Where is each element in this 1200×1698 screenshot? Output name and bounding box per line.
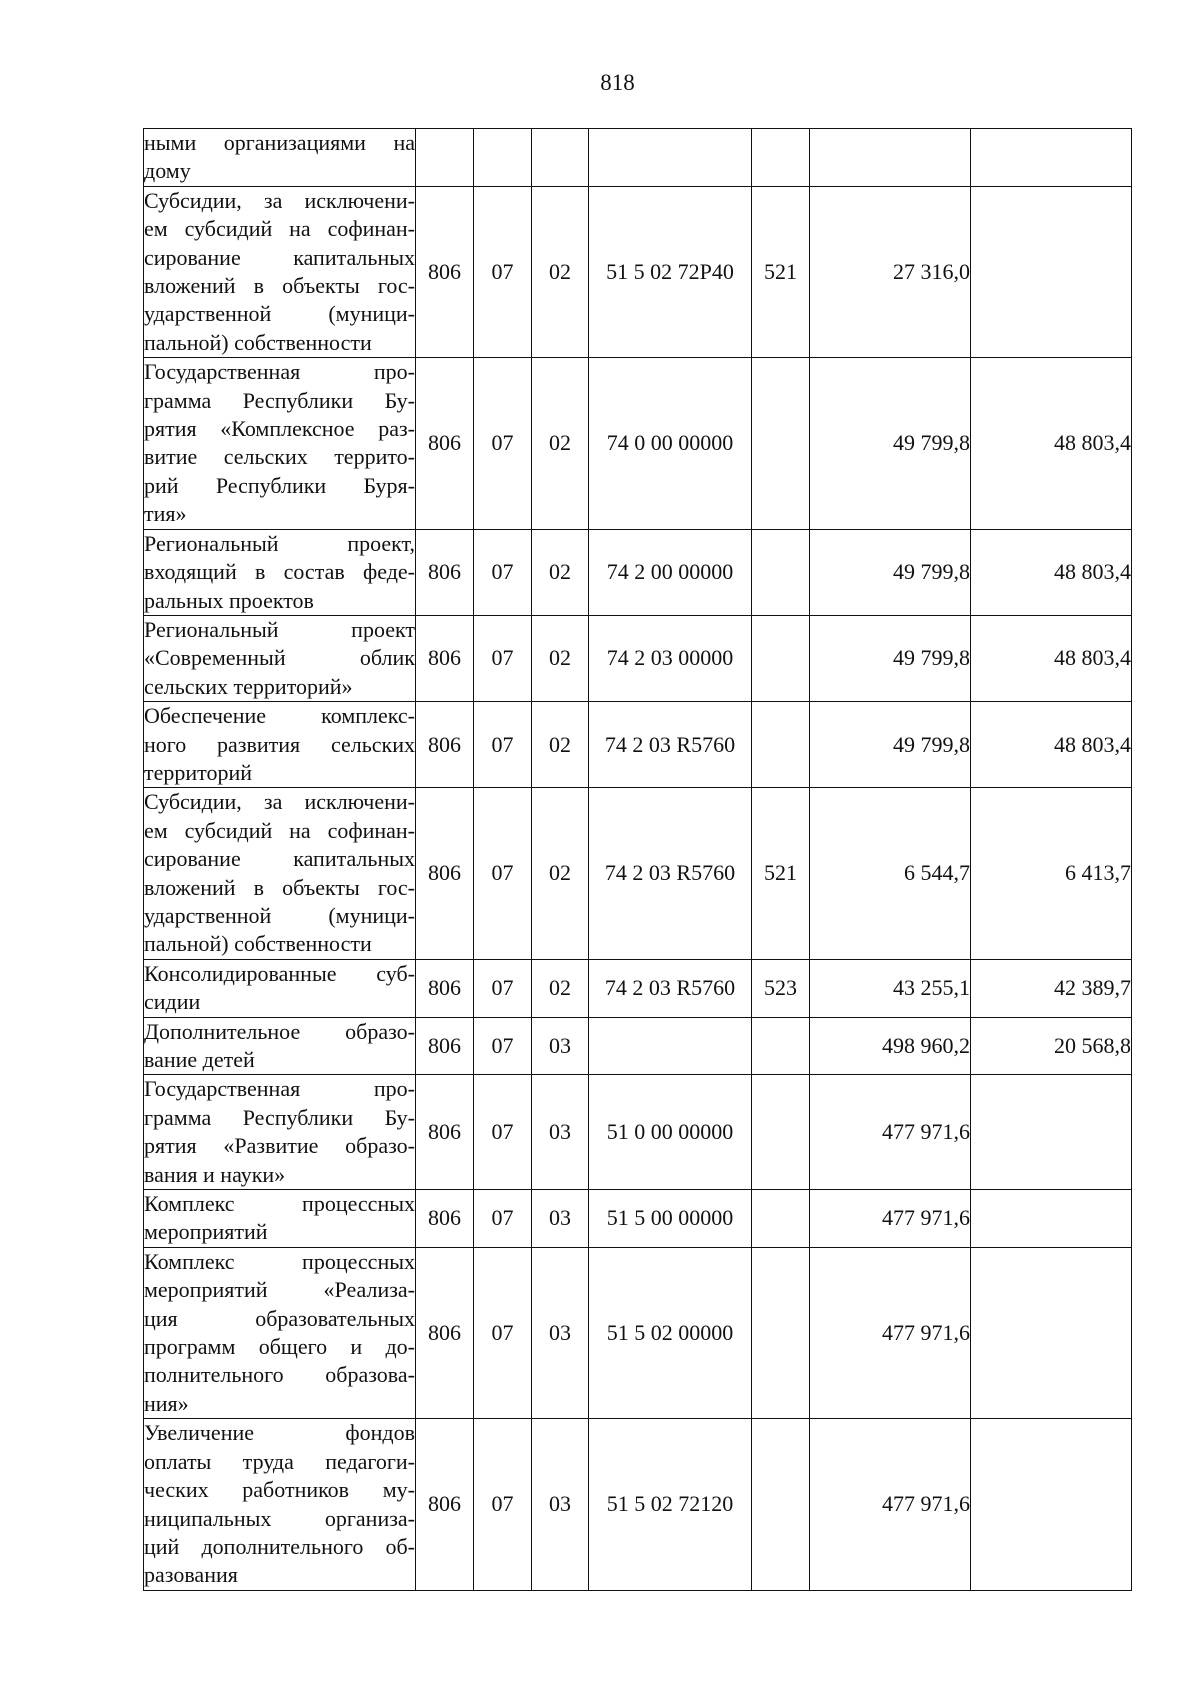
target-article-code: 51 5 00 00000 — [589, 1190, 752, 1248]
amount-1: 49 799,8 — [810, 702, 971, 788]
row-name — [144, 788, 416, 959]
expense-type-code — [752, 529, 810, 615]
row-name-line: грамма Республики Бу- — [144, 387, 415, 413]
row-name-line: пальной) собственности — [144, 329, 372, 355]
amount-1: 477 971,6 — [810, 1075, 971, 1190]
subsection-code: 02 — [532, 615, 589, 701]
row-name-line: входящий в состав феде- — [144, 559, 415, 585]
target-article-code: 74 2 03 R5760 — [589, 702, 752, 788]
amount-2 — [971, 1419, 1132, 1590]
row-name-line: мероприятий — [144, 1219, 268, 1245]
amount-1: 477 971,6 — [810, 1247, 971, 1418]
target-article-code — [589, 1017, 752, 1075]
row-name-line: вложений в объекты гос- — [144, 874, 415, 900]
amount-2: 48 803,4 — [971, 615, 1132, 701]
row-name-line: ция образовательных — [144, 1305, 415, 1331]
row-name — [144, 1247, 416, 1418]
target-article-code: 74 2 03 00000 — [589, 615, 752, 701]
section-code: 07 — [474, 1419, 532, 1590]
expense-type-code — [752, 702, 810, 788]
target-article-code: 51 5 02 72120 — [589, 1419, 752, 1590]
row-name-line: территорий — [144, 759, 253, 785]
ministry-code — [416, 129, 474, 187]
expense-type-code: 521 — [752, 186, 810, 357]
row-name-line: ций дополнительного об- — [144, 1533, 415, 1559]
section-code: 07 — [474, 529, 532, 615]
row-name-line: вложений в объекты гос- — [144, 273, 415, 299]
amount-1 — [810, 129, 971, 187]
row-name-line: тия» — [144, 501, 187, 527]
row-name-line: рятия «Комплексное раз- — [144, 416, 415, 442]
table-row — [144, 1247, 1132, 1418]
subsection-code — [532, 129, 589, 187]
ministry-code: 806 — [416, 1190, 474, 1248]
row-name-line: Государственная про- — [144, 1076, 415, 1102]
expense-type-code — [752, 615, 810, 701]
ministry-code: 806 — [416, 788, 474, 959]
row-name-line: разования — [144, 1562, 238, 1588]
row-name-line: сирование капитальных — [144, 244, 415, 270]
expense-type-code — [752, 1247, 810, 1418]
row-name-line: ного развития сельских — [144, 731, 415, 757]
table-row — [144, 1075, 1132, 1190]
amount-2 — [971, 186, 1132, 357]
row-name-line: витие сельских террито- — [144, 444, 415, 470]
ministry-code: 806 — [416, 1247, 474, 1418]
amount-2: 48 803,4 — [971, 358, 1132, 529]
row-name-line: ударственной (муници- — [144, 902, 415, 928]
subsection-code: 03 — [532, 1017, 589, 1075]
subsection-code: 02 — [532, 702, 589, 788]
target-article-code: 51 5 02 72Р40 — [589, 186, 752, 357]
amount-2: 48 803,4 — [971, 702, 1132, 788]
ministry-code: 806 — [416, 529, 474, 615]
section-code: 07 — [474, 788, 532, 959]
row-name-line: оплаты труда педагоги- — [144, 1448, 415, 1474]
section-code: 07 — [474, 702, 532, 788]
amount-1: 49 799,8 — [810, 358, 971, 529]
row-name-line: Субсидии, за исключени- — [144, 187, 415, 213]
row-name-line: сирование капитальных — [144, 846, 415, 872]
section-code: 07 — [474, 959, 532, 1017]
row-name-line: Комплекс процессных — [144, 1191, 415, 1217]
page-number: 818 — [600, 70, 635, 95]
expense-type-code: 521 — [752, 788, 810, 959]
row-name-line: мероприятий «Реализа- — [144, 1277, 415, 1303]
amount-2 — [971, 129, 1132, 187]
ministry-code: 806 — [416, 186, 474, 357]
ministry-code: 806 — [416, 959, 474, 1017]
row-name-line: ния» — [144, 1390, 189, 1416]
subsection-code: 02 — [532, 529, 589, 615]
expense-type-code — [752, 1419, 810, 1590]
amount-2: 20 568,8 — [971, 1017, 1132, 1075]
row-name-line: ударственной (муници- — [144, 301, 415, 327]
row-name — [144, 529, 416, 615]
row-name-line: ческих работников му- — [144, 1477, 415, 1503]
table-row — [144, 1190, 1132, 1248]
target-article-code: 51 0 00 00000 — [589, 1075, 752, 1190]
expense-type-code — [752, 1190, 810, 1248]
amount-2 — [971, 1190, 1132, 1248]
table-row — [144, 186, 1132, 357]
expense-type-code — [752, 358, 810, 529]
row-name — [144, 1017, 416, 1075]
section-code: 07 — [474, 1075, 532, 1190]
subsection-code: 02 — [532, 358, 589, 529]
target-article-code: 51 5 02 00000 — [589, 1247, 752, 1418]
expense-type-code — [752, 1075, 810, 1190]
row-name-line: вание детей — [144, 1047, 255, 1072]
row-name-line: Увеличение фондов — [144, 1420, 415, 1446]
amount-1: 49 799,8 — [810, 529, 971, 615]
table-row — [144, 788, 1132, 959]
row-name-line: ными организациями на — [144, 130, 415, 155]
section-code: 07 — [474, 1190, 532, 1248]
row-name — [144, 615, 416, 701]
target-article-code — [589, 129, 752, 187]
target-article-code: 74 0 00 00000 — [589, 358, 752, 529]
table-row — [144, 358, 1132, 529]
row-name-line: полнительного образова- — [144, 1362, 415, 1388]
amount-1: 43 255,1 — [810, 959, 971, 1017]
row-name-line: Обеспечение комплекс- — [144, 703, 415, 729]
amount-2 — [971, 1075, 1132, 1190]
row-name-line: рятия «Развитие образо- — [144, 1133, 415, 1159]
row-name-line: сельских территорий» — [144, 673, 353, 699]
section-code: 07 — [474, 615, 532, 701]
table-row — [144, 615, 1132, 701]
row-name-line: грамма Республики Бу- — [144, 1104, 415, 1130]
section-code: 07 — [474, 1247, 532, 1418]
ministry-code: 806 — [416, 1017, 474, 1075]
subsection-code: 03 — [532, 1190, 589, 1248]
row-name-line: программ общего и до- — [144, 1334, 415, 1360]
amount-2 — [971, 1247, 1132, 1418]
row-name — [144, 702, 416, 788]
target-article-code: 74 2 03 R5760 — [589, 959, 752, 1017]
table-row — [144, 129, 1132, 187]
target-article-code: 74 2 03 R5760 — [589, 788, 752, 959]
row-name — [144, 129, 416, 187]
ministry-code: 806 — [416, 615, 474, 701]
row-name — [144, 1190, 416, 1248]
amount-1: 27 316,0 — [810, 186, 971, 357]
section-code: 07 — [474, 1017, 532, 1075]
budget-table — [143, 128, 1132, 1591]
row-name-line: Региональный проект, — [144, 530, 415, 556]
subsection-code: 03 — [532, 1075, 589, 1190]
ministry-code: 806 — [416, 702, 474, 788]
table-row — [144, 529, 1132, 615]
target-article-code: 74 2 00 00000 — [589, 529, 752, 615]
ministry-code: 806 — [416, 1419, 474, 1590]
row-name-line: Дополнительное образо- — [144, 1018, 415, 1044]
row-name-line: «Современный облик — [144, 645, 415, 671]
row-name-line: Государственная про- — [144, 359, 415, 385]
amount-2: 42 389,7 — [971, 959, 1132, 1017]
amount-1: 49 799,8 — [810, 615, 971, 701]
table-row — [144, 702, 1132, 788]
amount-2: 48 803,4 — [971, 529, 1132, 615]
row-name-line: рий Республики Буря- — [144, 472, 415, 498]
amount-1: 6 544,7 — [810, 788, 971, 959]
subsection-code: 03 — [532, 1247, 589, 1418]
section-code — [474, 129, 532, 187]
subsection-code: 02 — [532, 186, 589, 357]
ministry-code: 806 — [416, 1075, 474, 1190]
row-name-line: ниципальных организа- — [144, 1505, 415, 1531]
subsection-code: 02 — [532, 959, 589, 1017]
row-name-line: ральных проектов — [144, 587, 314, 613]
expense-type-code: 523 — [752, 959, 810, 1017]
row-name — [144, 358, 416, 529]
row-name-line: пальной) собственности — [144, 931, 372, 957]
row-name — [144, 959, 416, 1017]
row-name — [144, 1419, 416, 1590]
amount-1: 477 971,6 — [810, 1419, 971, 1590]
row-name-line: Комплекс процессных — [144, 1248, 415, 1274]
table-row — [144, 1017, 1132, 1075]
ministry-code: 806 — [416, 358, 474, 529]
amount-1: 498 960,2 — [810, 1017, 971, 1075]
row-name — [144, 186, 416, 357]
row-name-line: Региональный проект — [144, 616, 415, 642]
row-name-line: ем субсидий на софинан- — [144, 817, 415, 843]
subsection-code: 02 — [532, 788, 589, 959]
row-name-line: Консолидированные суб- — [144, 960, 415, 986]
row-name — [144, 1075, 416, 1190]
row-name-line: дому — [144, 158, 191, 184]
subsection-code: 03 — [532, 1419, 589, 1590]
section-code: 07 — [474, 358, 532, 529]
section-code: 07 — [474, 186, 532, 357]
table-row — [144, 1419, 1132, 1590]
row-name-line: вания и науки» — [144, 1161, 286, 1187]
expense-type-code — [752, 129, 810, 187]
amount-1: 477 971,6 — [810, 1190, 971, 1248]
amount-2: 6 413,7 — [971, 788, 1132, 959]
row-name-line: сидии — [144, 989, 201, 1015]
row-name-line: Субсидии, за исключени- — [144, 789, 415, 815]
table-row — [144, 959, 1132, 1017]
expense-type-code — [752, 1017, 810, 1075]
table-body — [144, 129, 1132, 1591]
row-name-line: ем субсидий на софинан- — [144, 216, 415, 242]
